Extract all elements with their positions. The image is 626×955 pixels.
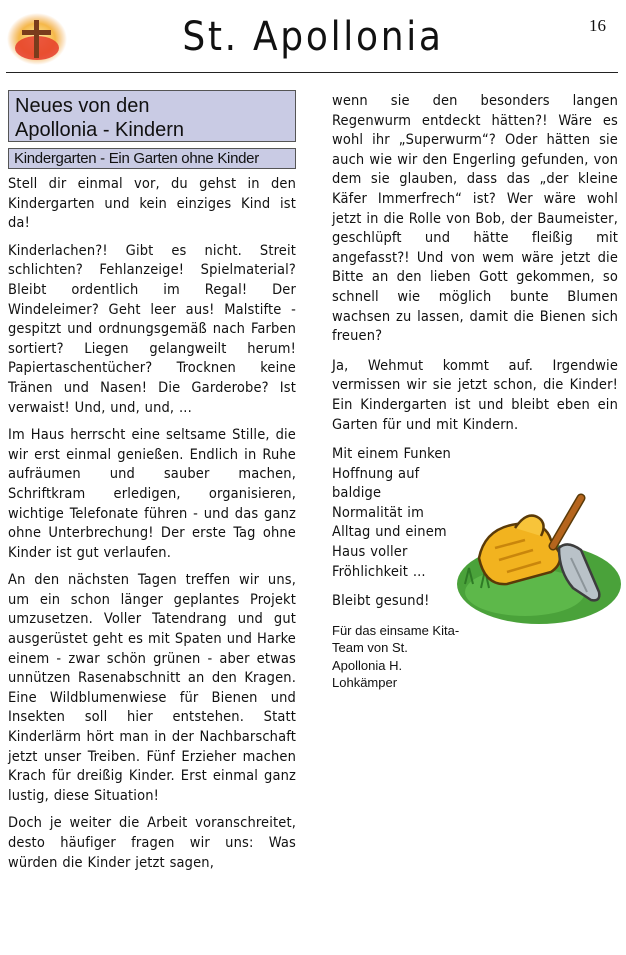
gardening-glove-trowel-icon bbox=[455, 488, 621, 624]
closing-greeting: Bleibt gesund! bbox=[332, 593, 430, 610]
signature: Für das einsame Kita-Team von St. Apollonia H. Lohkämper bbox=[332, 622, 460, 691]
page-title: St. Apollonia bbox=[182, 14, 444, 60]
paragraph: An den nächsten Tagen treffen wir uns, um ein schon länger geplantes Projekt umzusetzen. Voller Tatendrang und gut ausgerüstet geht es mit Spaten und Harke einem - zwar schön grünen - aber etwas unnützen Rasenabschnitt an den Kragen. Eine Wildblumenwiese für Bienen und Insekten soll hier entstehen. Statt Kinderlärm hört man in der Nachbarschaft jetzt unser Treiben. Fünf Erzieher machen Krach für dreißig Kinder. Erst einmal ganz lustig, diese Situation! bbox=[8, 572, 296, 804]
paragraph: Doch je weiter die Arbeit voranschreitet, desto häufiger fragen wir uns: Was würden die Kinder jetzt sagen, bbox=[8, 815, 296, 871]
paragraph: Stell dir einmal vor, du gehst in den Kindergarten und kein einziges Kind ist da! bbox=[8, 176, 296, 232]
left-column bbox=[8, 90, 296, 881]
article-subheading: Kindergarten - Ein Garten ohne Kinder bbox=[8, 148, 296, 169]
article-heading-line-2: Apollonia - Kindern bbox=[15, 119, 184, 141]
article-heading bbox=[8, 90, 296, 142]
header-divider bbox=[6, 72, 618, 73]
paragraph: Ja, Wehmut kommt auf. Irgendwie vermissen wir sie jetzt schon, die Kinder! Ein Kindergarten ist und bleibt eben ein Garten für und mit Kindern. bbox=[332, 357, 618, 433]
paragraph: Mit einem Funken Hoffnung auf baldige Normalität im Alltag und einem Haus voller Fröhlichkeit ... bbox=[332, 446, 451, 580]
paragraph: Im Haus herrscht eine seltsame Stille, die wir erst einmal genießen. Endlich in Ruhe aufräumen und sauber machen, Schriftkram erledigen, organisieren, wichtige Telefonate führen - und das ganz ohne Unterbrechung! Der erste Tag ohne Kinder ist gut verlaufen. bbox=[8, 427, 296, 561]
paragraph: Kinderlachen?! Gibt es nicht. Streit schlichten? Fehlanzeige! Spielmaterial? Bleibt ordentlich im Regal! Der Windeleimer? Geht leer aus! Malstifte - gespitzt und ordnungsgemäß nach Farben sortiert? Liegen gelangweilt herum! Papiertaschentücher? Trocknen keine Tränen und Nasen! Die Garderobe? Ist verwaist! Und, und, und, ... bbox=[8, 242, 296, 416]
paragraph: wenn sie den besonders langen Regenwurm entdeckt hätten?! Wäre es wohl ihr „Superwurm“? Oder hätten sie auch wie wir den Engerling gefunden, von dem sie glauben, dass das „der kleine Käfer Immerfrech“ ist? Wer wäre wohl jetzt in die Rolle von Bob, der Baumeister, geschlüpft und hätte fleißig mit angefasst?! Und von wem wäre jetzt die Bitte an den lieben Gott gekommen, so schnell wie möglich bunte Blumen wachsen zu lassen, damit die Bienen sich freuen? bbox=[332, 93, 618, 345]
article-heading-line-1: Neues von den bbox=[15, 95, 150, 117]
page-number: 16 bbox=[589, 16, 606, 35]
